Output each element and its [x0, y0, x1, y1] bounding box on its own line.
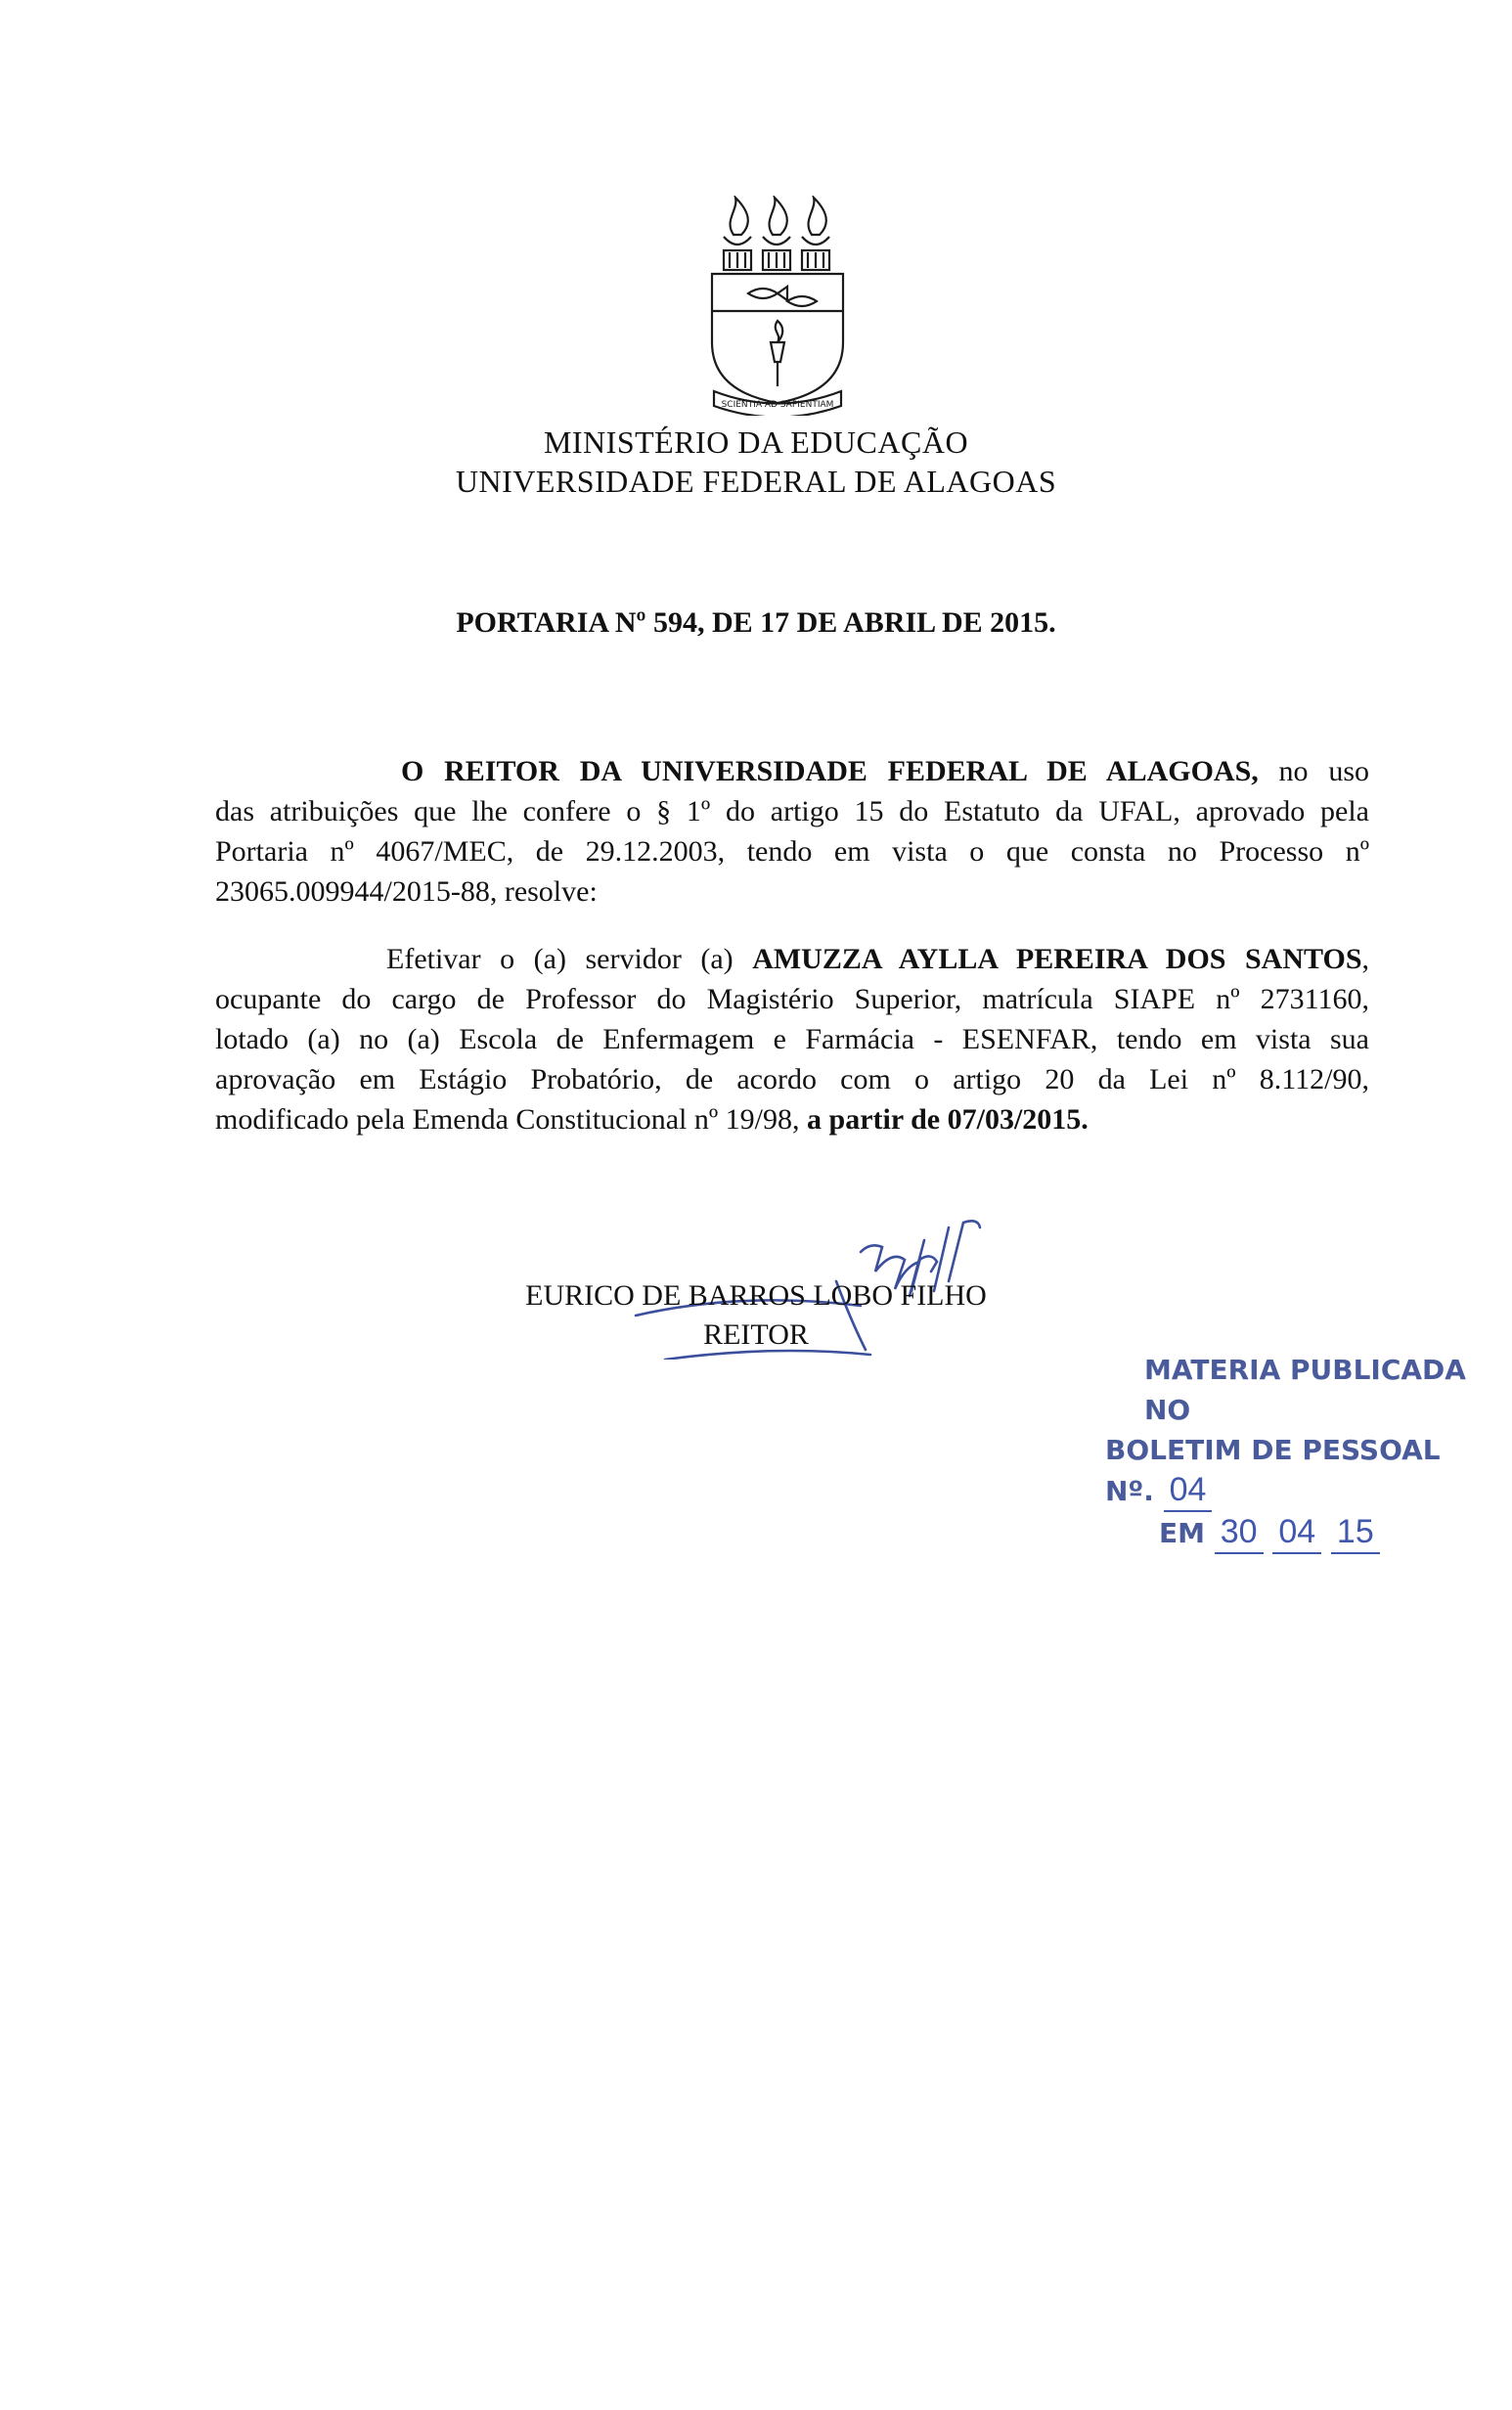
resolution-line-2: ocupante do cargo de Professor do Magistério Superior, matrícula SIAPE nº 2731160,	[215, 983, 1369, 1015]
signatory-name: EURICO DE BARROS LOBO FILHO	[525, 1279, 987, 1312]
preamble-line-2: das atribuições que lhe confere o § 1º do artigo 15 do Estatuto da UFAL, aprovado pela	[215, 795, 1369, 827]
stamp-line-3: EM 30 04 15	[1105, 1512, 1496, 1554]
preamble-line-3: Portaria nº 4067/MEC, de 29.12.2003, tendo em vista o que consta no Processo nº	[215, 835, 1369, 868]
university-seal-icon	[694, 196, 861, 416]
resolution-line-4: aprovação em Estágio Probatório, de acordo com o artigo 20 da Lei nº 8.112/90,	[215, 1063, 1369, 1095]
signatory-role: REITOR	[703, 1318, 809, 1351]
stamp-bulletin-number: 04	[1164, 1470, 1213, 1512]
resolution-line-3: lotado (a) no (a) Escola de Enfermagem e Farmácia - ESENFAR, tendo em vista sua	[215, 1023, 1369, 1055]
stamp-line-1: MATERIA PUBLICADA NO	[1144, 1354, 1466, 1426]
stamp-month: 04	[1272, 1512, 1321, 1554]
resolution-line-5: modificado pela Emenda Constitucional nº 19/98, a partir de 07/03/2015.	[215, 1103, 1089, 1136]
preamble-line-4: 23065.009944/2015-88, resolve:	[215, 875, 598, 908]
resolution-line-1: Efetivar o (a) servidor (a) AMUZZA AYLLA PEREIRA DOS SANTOS,	[386, 943, 1369, 975]
seal-motto: SCIENTIA AD SAPIENTIAM	[721, 400, 834, 410]
publication-stamp	[1105, 1350, 1496, 1554]
header-line-ministry: MINISTÉRIO DA EDUCAÇÃO	[543, 424, 969, 460]
paragraph-preamble	[215, 751, 1369, 912]
document-title: PORTARIA Nº 594, DE 17 DE ABRIL DE 2015.	[456, 606, 1056, 639]
header-line-university: UNIVERSIDADE FEDERAL DE ALAGOAS	[455, 464, 1057, 499]
preamble-bold-lead: O REITOR DA UNIVERSIDADE FEDERAL DE ALAGOAS,	[401, 755, 1259, 787]
paragraph-resolution	[215, 939, 1369, 1139]
employee-name: AMUZZA AYLLA PEREIRA DOS SANTOS	[752, 943, 1362, 975]
preamble-line-1: O REITOR DA UNIVERSIDADE FEDERAL DE ALAGOAS, no uso	[401, 755, 1369, 787]
effective-date: a partir de 07/03/2015.	[807, 1103, 1089, 1136]
stamp-day: 30	[1215, 1512, 1264, 1554]
signature-block	[0, 1276, 1512, 1355]
stamp-year: 15	[1331, 1512, 1380, 1554]
stamp-line-2: BOLETIM DE PESSOAL Nº. 04	[1105, 1430, 1496, 1512]
ministry-header	[0, 423, 1512, 501]
